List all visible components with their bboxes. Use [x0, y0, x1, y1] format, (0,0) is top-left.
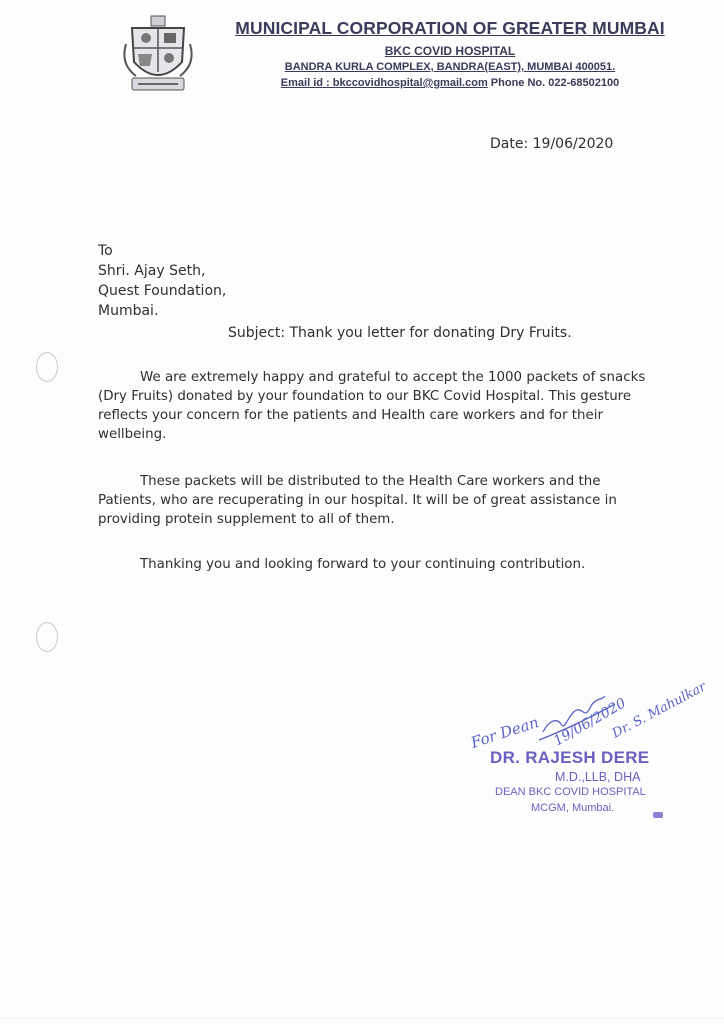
- recipient-city: Mumbai.: [98, 303, 159, 319]
- letter-date: Date: 19/06/2020: [490, 136, 614, 152]
- stamp-name: DR. RAJESH DERE: [490, 748, 650, 767]
- stamp-organization: MCGM, Mumbai.: [531, 802, 615, 814]
- email-link[interactable]: Email id : bkccovidhospital@gmail.com: [280, 77, 488, 89]
- phone-number: Phone No. 022-68502100: [490, 77, 620, 89]
- ink-blot: [653, 812, 663, 818]
- punch-hole-mark: [36, 352, 58, 382]
- hospital-address: BANDRA KURLA COMPLEX, BANDRA(EAST), MUMBAI 400051.: [284, 61, 616, 73]
- signature-for-dean: For Dean: [468, 713, 541, 752]
- recipient-address: [98, 241, 226, 321]
- contact-line: [210, 77, 690, 89]
- scan-edge: [0, 1018, 724, 1019]
- letter-subject: Subject: Thank you letter for donating Dry Fruits.: [228, 325, 572, 341]
- handwritten-signature: [465, 660, 715, 760]
- signature-date: 19/06/2020: [551, 695, 629, 750]
- body-paragraph: We are extremely happy and grateful to accept the 1000 packets of snacks (Dry Fruits) donated by your foundation to our BKC Covid Hospital. This gesture reflects your concern for the patients and Health care workers and for their wellbeing.: [98, 370, 646, 442]
- recipient-org: Quest Foundation,: [98, 283, 227, 299]
- recipient-to: To: [98, 243, 113, 259]
- organization-title: MUNICIPAL CORPORATION OF GREATER MUMBAI: [235, 18, 665, 38]
- mcgm-emblem-logo: [118, 14, 198, 96]
- stamp-degrees: M.D.,LLB, DHA: [555, 770, 641, 784]
- stamp-designation: DEAN BKC COVID HOSPITAL: [495, 786, 646, 798]
- punch-hole-mark: [36, 622, 58, 652]
- body-paragraph: These packets will be distributed to the Health Care workers and the Patients, who are recuperating in our hospital. It will be of great assistance in providing protein supplement to all of them.: [98, 474, 617, 527]
- signature-name: Dr. S. Mahulkar: [609, 679, 709, 742]
- body-paragraph: Thanking you and looking forward to your continuing contribution.: [140, 557, 586, 572]
- hospital-name: BKC COVID HOSPITAL: [384, 44, 516, 58]
- recipient-name: Shri. Ajay Seth,: [98, 263, 206, 279]
